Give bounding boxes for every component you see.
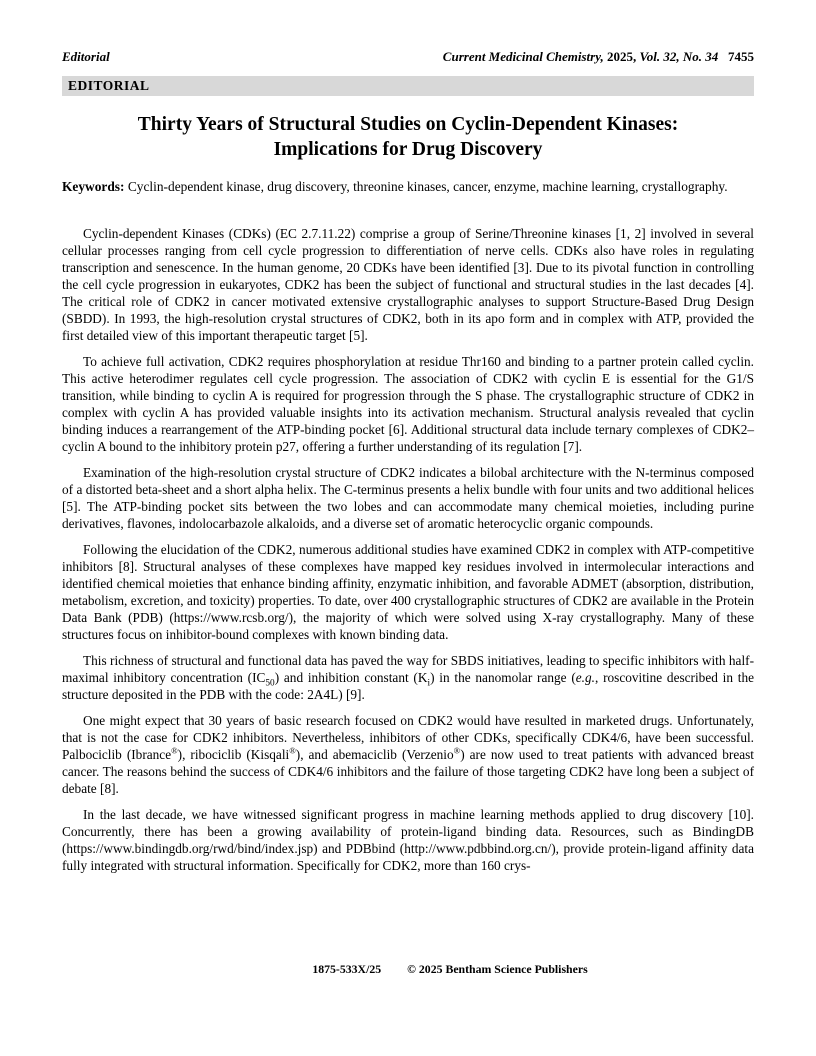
keywords-paragraph: Keywords: Cyclin-dependent kinase, drug discovery, threonine kinases, cancer, enzyme, machine learning, crystallography.	[62, 179, 728, 194]
copyright-notice: © 2025 Bentham Science Publishers	[407, 962, 588, 976]
body-paragraph: This richness of structural and functional data has paved the way for SBDS initiatives, leading to specific inhibitors with half-maximal inhibitory concentration $(IC_{50})$ and inhibition constant $(K_i)$ in the nanomolar range (e.g., roscovitine described in the structure deposited in the PDB with the code: 2A4L) [9].	[62, 653, 755, 702]
body-paragraph: Examination of the high-resolution crystal structure of CDK2 indicates a bilobal architecture with the N-terminus composed of a distorted beta-sheet and a short alpha helix. The C-terminus presents a helix bundle with four units and two additional helices [5]. The ATP-binding pocket sits between the two lobes and can accommodate many chemical moieties, including purine derivatives, flavones, indolocarbazole alkaloids, and a diverse set of aromatic heterocyclic organic compounds.	[62, 465, 754, 531]
body-paragraph: Cyclin-dependent Kinases (CDKs) (EC 2.7.11.22) comprise a group of Serine/Threonine kinases [1, 2] involved in several cellular processes ranging from cell cycle progression to differentiation of nerve cells. CDKs also have roles in regulating transcription and senescence. In the human genome, 20 CDKs have been identified [3]. Due to its pivotal function in controlling the cell cycle progression in eukaryotes, CDK2 has been the subject of functional and structural studies in the last decades [4]. The critical role of CDK2 in cancer motivated extensive crystallographic analyses to support Structure-Based Drug Design (SBDD). In 1993, the high-resolution crystal structures of CDK2, both in its apo form and in complex with ATP, provided the first detailed view of this important therapeutic target [5].	[62, 226, 754, 343]
article-title	[62, 112, 754, 162]
page-footer	[62, 962, 754, 977]
article-title-line1: Thirty Years of Structural Studies on Cyclin-Dependent Kinases:	[137, 114, 679, 135]
article-title-line2: Implications for Drug Discovery	[273, 139, 543, 160]
section-label: EDITORIAL	[68, 78, 150, 93]
issn-code: 1875-533X/25	[312, 962, 382, 976]
body-paragraph: Following the elucidation of the CDK2, numerous additional studies have examined CDK2 in complex with ATP-competitive inhibitors [8]. Structural analyses of these complexes have mapped key residues involved in intermolecular interactions and identified chemical moieties that enhance binding affinity, enzymatic inhibition, and favorable ADMET (absorption, distribution, metabolism, excretion, and toxicity) properties. To date, over 400 crystallographic structures of CDK2 are available in the Protein Data Bank (PDB) (https://www.rcsb.org/), the majority of which were solved using X-ray crystallography. Many of these structures focus on inhibitor-bound complexes with known binding data.	[62, 542, 754, 642]
running-head	[62, 49, 754, 64]
body-paragraph: In the last decade, we have witnessed significant progress in machine learning methods applied to drug discovery [10]. Concurrently, there has been a growing availability of protein-ligand binding data. Resources, such as BindingDB (https://www.bindingdb.org/rwd/bind/index.jsp) and PDBbind (http://www.pdbbind.org.cn/), provide protein-ligand affinity data fully integrated with structural information. Specifically for CDK2, more than 160 crys-	[62, 807, 754, 873]
section-bar	[62, 76, 754, 96]
body-paragraph: To achieve full activation, CDK2 requires phosphorylation at residue Thr160 and binding to a partner protein called cyclin. This active heterodimer regulates cell cycle progression. The association of CDK2 with cyclin E is essential for the G1/S transition, while binding to cyclin A is required for progression through the S phase. The crystallographic structure of CDK2 in complex with cyclin A has provided valuable insights into its activation mechanism. Structural analysis revealed that cyclin binding induces a rearrangement of the ATP-binding pocket [6]. Additional structural data include ternary complexes of CDK2–cyclin A bound to the inhibitory protein p27, offering a further understanding of its regulation [7].	[62, 354, 754, 454]
running-head-section: Editorial	[62, 49, 110, 64]
content-column	[62, 0, 754, 883]
body-paragraph: One might expect that 30 years of basic research focused on CDK2 would have resulted in marketed drugs. Unfortunately, that is not the case for CDK2 inhibitors. Nevertheless, inhibitors of other CDKs, specifically CDK4/6, have been successful. Palbociclib (Ibrance®), ribociclib (Kisqali®), and abemaciclib (Verzenio®) are now used to treat patients with advanced breast cancer. The reasons behind the success of CDK4/6 inhibitors and the failure of those targeting CDK2 have long been a subject of debate [8].	[62, 713, 755, 796]
journal-citation: Current Medicinal Chemistry, 2025, Vol. 32, No. 34 7455	[442, 49, 754, 64]
article-body	[62, 225, 754, 874]
